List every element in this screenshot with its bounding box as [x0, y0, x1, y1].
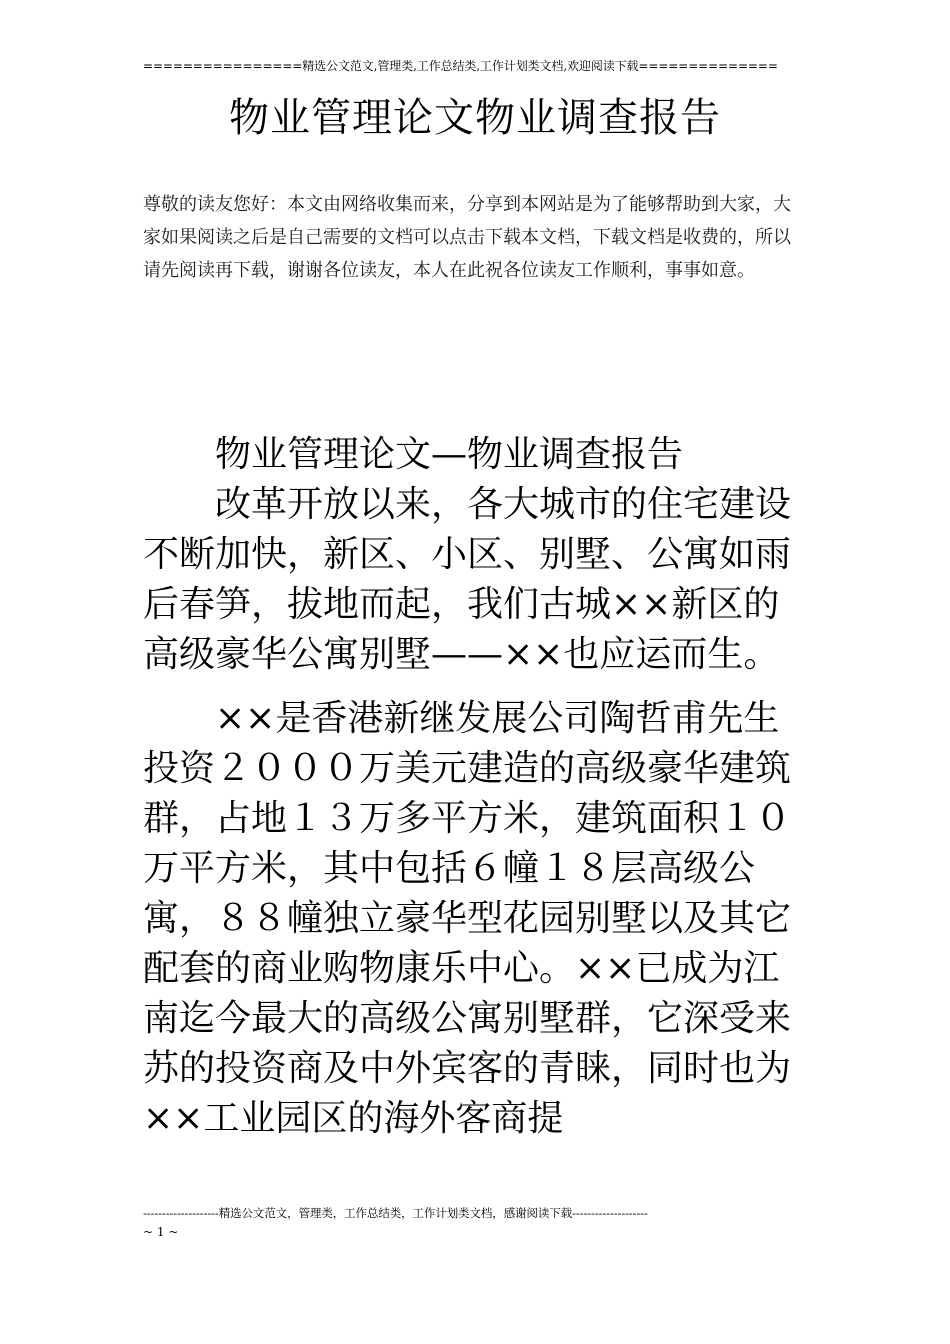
body-paragraph-2: ××是香港新继发展公司陶哲甫先生投资２０００万美元建造的高级豪华建筑群，占地１３万多平方米，建筑面积１０万平方米，其中包括６幢１８层高级公寓，８８幢独立豪华型花园别墅以及其它配套的商业购物康乐中心。××已成为江南迄今最大的高级公寓别墅群，它深受来苏的投资商及中外宾客的青睐，同时也为××工业园区的海外客商提	[143, 698, 792, 1139]
body-paragraph-1: 改革开放以来，各大城市的住宅建设不断加快，新区、小区、别墅、公寓如雨后春笋，拔地而起，我们古城××新区的高级豪华公寓别墅——××也应运而生。	[143, 484, 792, 675]
document-body	[143, 430, 807, 1144]
header-banner: ================精选公文范文,管理类,工作总结类,工作计划类文档,欢迎阅读下载==============	[143, 59, 778, 73]
greeting-paragraph: 尊敬的读友您好：本文由网络收集而来，分享到本网站是为了能够帮助到大家，大家如果阅读之后是自己需要的文档可以点击下载本文档，下载文档是收费的，所以请先阅读再下载，谢谢各位读友，本人在此祝各位读友工作顺利，事事如意。	[143, 194, 791, 281]
document-title: 物业管理论文物业调查报告	[229, 95, 721, 141]
document-subtitle: 物业管理论文—物业调查报告	[215, 434, 684, 475]
footer-banner: --------------------精选公文范文，管理类，工作总结类，工作计划类文档，感谢阅读下载--------------------	[143, 1206, 648, 1220]
page-number: ~ 1 ~	[143, 1225, 179, 1239]
